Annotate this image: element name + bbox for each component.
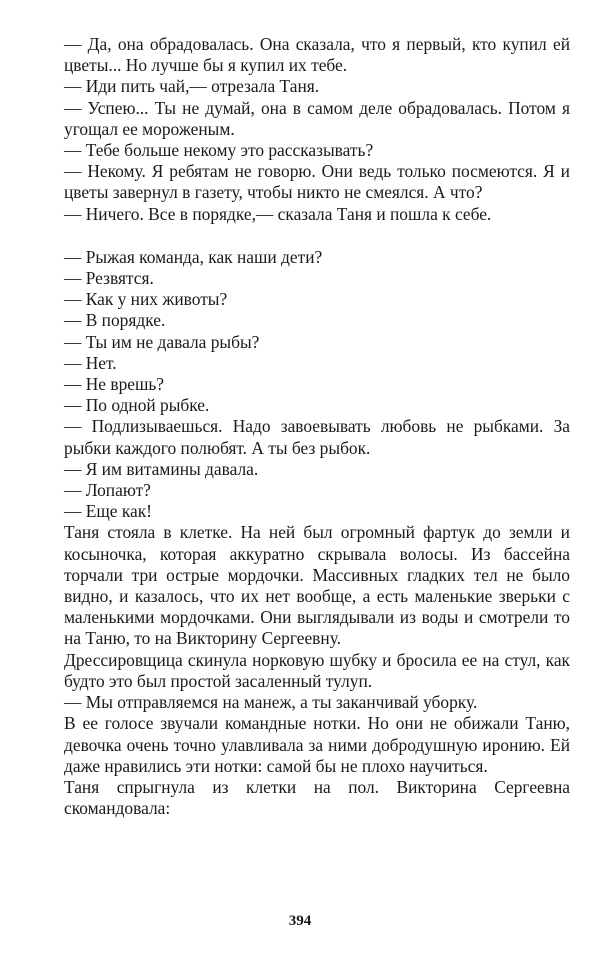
paragraph: Таня стояла в клетке. На ней был огромный фартук до земли и косыночка, которая аккуратно скрывала волосы. Из бассейна торчали три острые мордочки. Массивных гладких тел не было видно, и казалось, что их нет вообще, а есть маленькие зверьки с маленькими мордочками. Они выглядывали из воды и смотрели то на Таню, то на Викторину Сергеевну. (64, 522, 570, 649)
paragraph: — Да, она обрадовалась. Она сказала, что я первый, кто купил ей цветы... Но лучше бы я купил их тебе. (64, 34, 570, 76)
paragraph: — Как у них животы? (64, 289, 228, 310)
paragraph: — Еще как! (64, 501, 152, 522)
paragraph: — Успею... Ты не думай, она в самом деле обрадовалась. Потом я угощал ее мороженым. (64, 97, 570, 139)
paragraph: В ее голосе звучали командные нотки. Но они не обижали Таню, девочка очень точно улавливала за ними добродушную иронию. Ей даже нравились эти нотки: самой бы не плохо научиться. (64, 713, 570, 776)
paragraph: — Тебе больше некому это рассказывать? (64, 140, 374, 161)
paragraph: — Резвятся. (64, 268, 154, 289)
paragraph: — Подлизываешься. Надо завоевывать любовь не рыбками. За рыбки каждого полюбят. А ты без рыбок. (64, 416, 570, 458)
paragraph: — Лопают? (64, 480, 151, 501)
paragraph: — Ты им не давала рыбы? (64, 331, 260, 352)
page-text (64, 34, 570, 819)
paragraph: — Мы отправляемся на манеж, а ты заканчивай уборку. (64, 692, 478, 713)
paragraph: — Не врешь? (64, 374, 165, 395)
page-number: 394 (288, 913, 312, 929)
paragraph: — Иди пить чай,— отрезала Таня. (64, 76, 320, 97)
paragraph: — Рыжая команда, как наши дети? (64, 246, 323, 267)
paragraph: Таня спрыгнула из клетки на пол. Викторина Сергеевна скомандовала: (64, 776, 570, 819)
paragraph: — По одной рыбке. (64, 395, 210, 416)
paragraph: Дрессировщица скинула норковую шубку и бросила ее на стул, как будто это был простой засаленный тулуп. (64, 649, 570, 691)
paragraph: — Некому. Я ребятам не говорю. Они ведь только посмеются. Я и цветы завернул в газету, чтобы никто не смеялся. А что? (64, 161, 570, 203)
paragraph: — Нет. (64, 352, 117, 373)
section-break (64, 225, 570, 247)
paragraph: — В порядке. (64, 310, 166, 331)
paragraph: — Я им витамины давала. (64, 458, 259, 479)
paragraph: — Ничего. Все в порядке,— сказала Таня и пошла к себе. (64, 203, 492, 224)
